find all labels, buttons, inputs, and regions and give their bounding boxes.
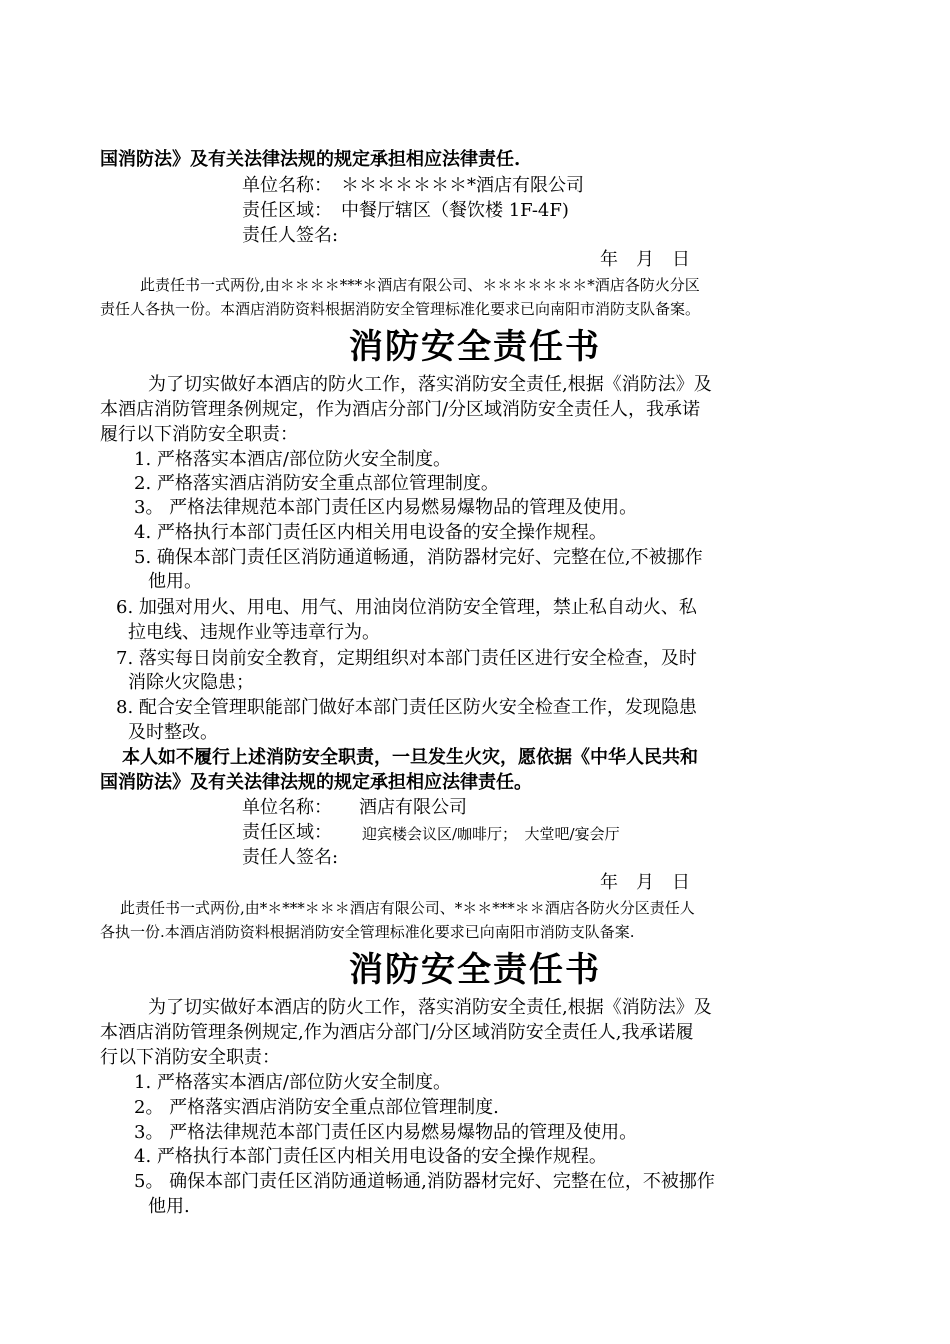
pledge-tail: 国消防法》及有关法律法规的规定承担相应法律责任. — [100, 149, 521, 170]
duty-item-7-cont: 消除火灾隐患； — [128, 672, 254, 693]
duty-item-1: 1. 严格落实本酒店/部位防火安全制度。 — [134, 1072, 451, 1093]
responsibility-area-label: 责任区域： — [242, 822, 332, 843]
section-title: 消防安全责任书 — [349, 950, 601, 990]
duty-item-5-cont: 他用. — [148, 1196, 190, 1217]
duty-item-1: 1. 严格落实本酒店/部位防火安全制度。 — [134, 449, 451, 470]
pledge-line-1: 本人如不履行上述消防安全职责，一旦发生火灾，愿依据《中华人民共和 — [122, 747, 698, 768]
section-title: 消防安全责任书 — [349, 327, 601, 367]
date-line: 年 月 日 — [600, 872, 690, 893]
intro-line-1: 为了切实做好本酒店的防火工作，落实消防安全责任,根据《消防法》及 — [148, 374, 712, 395]
duty-item-4: 4. 严格执行本部门责任区内相关用电设备的安全操作规程。 — [134, 522, 607, 543]
date-line: 年 月 日 — [600, 249, 690, 270]
duty-item-8: 8. 配合安全管理职能部门做好本部门责任区防火安全检查工作，发现隐患 — [116, 697, 697, 718]
intro-line-2: 本酒店消防管理条例规定,作为酒店分部门/分区域消防安全责任人,我承诺履 — [100, 1022, 694, 1043]
duty-item-5: 5。 确保本部门责任区消防通道畅通,消防器材完好、完整在位，不被挪作 — [134, 1171, 715, 1192]
duty-item-6-cont: 拉电线、违规作业等违章行为。 — [128, 622, 380, 643]
pledge-line-2: 国消防法》及有关法律法规的规定承担相应法律责任。 — [100, 772, 532, 793]
duty-item-7: 7. 落实每日岗前安全教育，定期组织对本部门责任区进行安全检查，及时 — [116, 648, 697, 669]
responsibility-area-value: 迎宾楼会议区/咖啡厅； 大堂吧/宴会厅 — [362, 825, 620, 843]
unit-name: 单位名称： 酒店有限公司 — [242, 797, 467, 818]
duty-item-2: 2。 严格落实酒店消防安全重点部位管理制度. — [134, 1097, 499, 1118]
intro-line-2: 本酒店消防管理条例规定，作为酒店分部门/分区域消防安全责任人，我承诺 — [100, 399, 701, 420]
duty-item-6: 6. 加强对用火、用电、用气、用油岗位消防安全管理，禁止私自动火、私 — [116, 597, 697, 618]
duty-item-5-cont: 他用。 — [148, 571, 202, 592]
note-line-2: 责任人各执一份。本酒店消防资料根据消防安全管理标准化要求已向南阳市消防支队备案。 — [100, 300, 701, 318]
duty-item-2: 2. 严格落实酒店消防安全重点部位管理制度。 — [134, 473, 499, 494]
note-line-2: 各执一份.本酒店消防资料根据消防安全管理标准化要求已向南阳市消防支队备案. — [100, 923, 635, 941]
intro-line-1: 为了切实做好本酒店的防火工作，落实消防安全责任,根据《消防法》及 — [148, 997, 712, 1018]
duty-item-5: 5. 确保本部门责任区消防通道畅通，消防器材完好、完整在位,不被挪作 — [134, 547, 703, 568]
signer-label: 责任人签名: — [242, 847, 339, 868]
intro-line-3: 行以下消防安全职责： — [100, 1047, 280, 1068]
note-line-1: 此责任书一式两份,由*＊***＊＊＊酒店有限公司、*＊＊***＊＊酒店各防火分区责任人 — [120, 899, 695, 917]
note-line-1: 此责任书一式两份,由＊＊＊＊***＊酒店有限公司、＊＊＊＊＊＊＊*酒店各防火分区 — [140, 276, 700, 294]
duty-item-3: 3。 严格法律规范本部门责任区内易燃易爆物品的管理及使用。 — [134, 497, 638, 518]
intro-line-3: 履行以下消防安全职责： — [100, 424, 298, 445]
duty-item-4: 4. 严格执行本部门责任区内相关用电设备的安全操作规程。 — [134, 1146, 607, 1167]
duty-item-3: 3。 严格法律规范本部门责任区内易燃易爆物品的管理及使用。 — [134, 1122, 638, 1143]
duty-item-8-cont: 及时整改。 — [128, 722, 218, 743]
unit-name: 单位名称： ＊＊＊＊＊＊＊*酒店有限公司 — [242, 175, 584, 196]
responsibility-area: 责任区域： 中餐厅辖区（餐饮楼 1F-4F) — [242, 200, 569, 221]
signer-label: 责任人签名: — [242, 225, 339, 246]
